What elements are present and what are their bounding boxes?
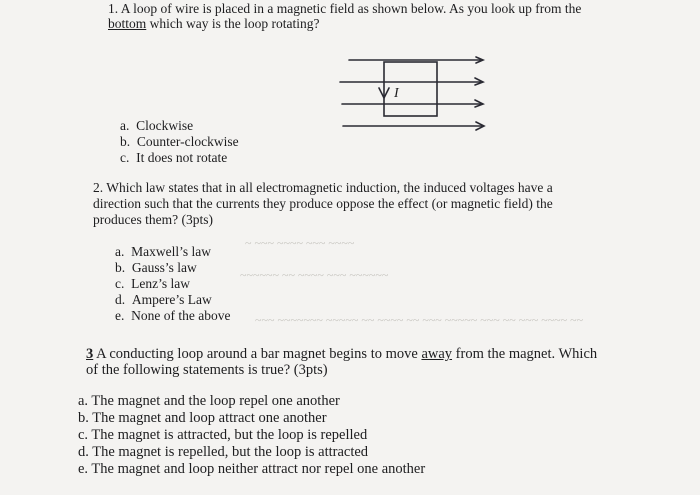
bleed-through-marks: ~~~~~~ ~~ ~~~~ ~~~ ~~~~~~ [240, 268, 389, 282]
q3-option-a[interactable]: a. The magnet and the loop repel one another [78, 393, 340, 409]
option-letter: c. [115, 276, 125, 291]
q3-number: 3 [86, 346, 94, 362]
bleed-through-marks: ~~~ ~~~~~~~ ~~~~~ ~~ ~~~~ ~~ ~~~ ~~~~~ ~~~ ~~ ~~~ ~~~~ ~~ [255, 313, 584, 327]
q2-option-c[interactable] [115, 276, 190, 292]
q1-text-line1: 1. A loop of wire is placed in a magnetic field as shown below. As you look up from the [108, 1, 582, 16]
q2-text-line1: 2. Which law states that in all electromagnetic induction, the induced voltages have a [93, 180, 553, 195]
option-letter: b. [115, 260, 126, 275]
option-text: Gauss’s law [131, 260, 197, 275]
q1-underlined-word: bottom [108, 16, 147, 31]
q2-text-line3: produces them? (3pts) [93, 212, 213, 227]
q3-text-part: A conducting loop around a bar magnet begins to move [93, 346, 422, 362]
q2-option-e[interactable] [115, 308, 230, 324]
q2-option-d[interactable] [115, 292, 212, 308]
q3-option-c[interactable]: c. The magnet is attracted, but the loop is repelled [78, 427, 368, 443]
q3-underlined-word: away [421, 346, 453, 362]
option-text: Lenz’s law [131, 276, 190, 291]
q1-text-line2-rest: which way is the loop rotating? [146, 16, 320, 31]
current-label: I [394, 86, 399, 101]
option-letter: c. [120, 150, 130, 165]
q2-option-a[interactable] [115, 244, 211, 260]
q2-text-line2: direction such that the currents they produce oppose the effect (or magnetic field) the [93, 196, 553, 211]
wire-loop [384, 62, 437, 116]
option-letter: a. [115, 244, 125, 259]
q3-option-d[interactable]: d. The magnet is repelled, but the loop is attracted [78, 444, 369, 460]
option-text: Ampere’s Law [131, 292, 212, 307]
q1-option-a[interactable] [120, 118, 193, 134]
q1-option-b[interactable] [120, 134, 239, 150]
option-letter: a. [120, 118, 130, 133]
option-text: Maxwell’s law [131, 244, 211, 259]
option-text: It does not rotate [136, 150, 228, 165]
q3-option-b[interactable]: b. The magnet and loop attract one another [78, 410, 327, 426]
bleed-through-marks: ~ ~~~ ~~~~ ~~~ ~~~~ [245, 236, 355, 250]
q3-option-e[interactable]: e. The magnet and loop neither attract nor repel one another [78, 461, 426, 477]
option-text: Clockwise [136, 118, 194, 133]
q3-text-part: from the magnet. Which [452, 346, 598, 362]
option-letter: d. [115, 292, 126, 307]
q1-option-c[interactable] [120, 150, 227, 166]
q2-option-b[interactable] [115, 260, 197, 276]
option-text: None of the above [131, 308, 231, 323]
option-text: Counter-clockwise [136, 134, 239, 149]
q3-text-line2: of the following statements is true? (3pts) [86, 362, 328, 378]
option-letter: b. [120, 134, 131, 149]
option-letter: e. [115, 308, 125, 323]
